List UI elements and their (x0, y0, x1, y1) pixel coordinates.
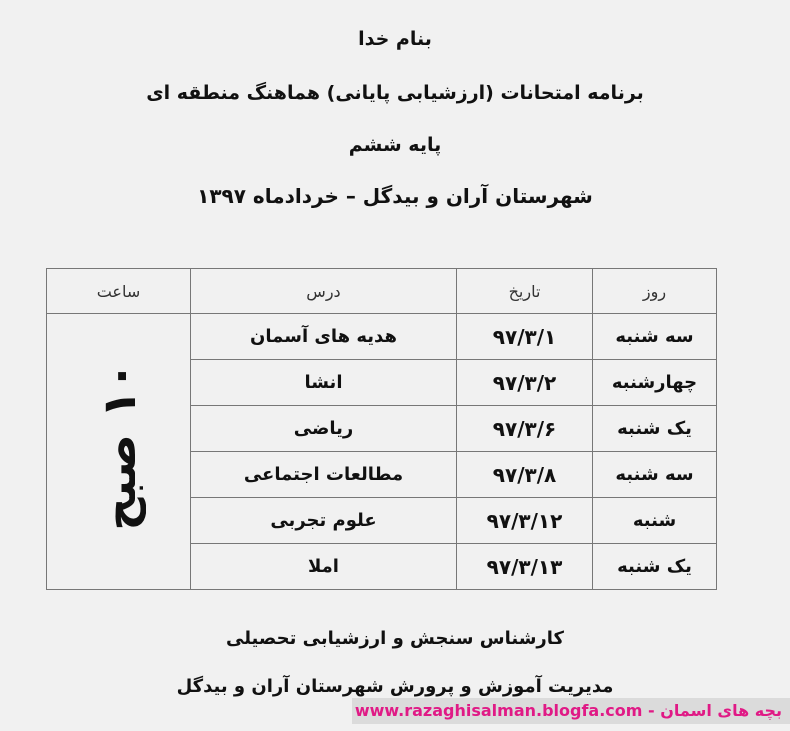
subject-cell: هدیه های آسمان (191, 314, 457, 360)
subject-cell: املا (191, 544, 457, 590)
watermark: www.razaghisalman.blogfa.com - بچه های اسمان (352, 698, 790, 724)
header-line-2: برنامه امتحانات (ارزشیابی پایانی) هماهنگ منطقه ای (146, 82, 644, 104)
subject-cell: ریاضی (191, 406, 457, 452)
column-header-subject: درس (191, 269, 457, 314)
day-cell: یک شنبه (593, 406, 717, 452)
column-header-day: روز (593, 269, 717, 314)
date-cell: ۹۷/۳/۱۲ (457, 498, 593, 544)
day-cell: شنبه (593, 498, 717, 544)
header-line-3: پایه ششم (348, 134, 442, 156)
subject-cell: مطالعات اجتماعی (191, 452, 457, 498)
header-line-1: بنام خدا (358, 28, 432, 50)
date-cell: ۹۷/۳/۱ (457, 314, 593, 360)
day-cell: سه شنبه (593, 452, 717, 498)
footer-line-1: کارشناس سنجش و ارزشیابی تحصیلی (225, 628, 564, 649)
column-header-time: ساعت (47, 269, 191, 314)
column-header-date: تاریخ (457, 269, 593, 314)
date-cell: ۹۷/۳/۸ (457, 452, 593, 498)
subject-cell: انشا (191, 360, 457, 406)
day-cell: چهارشنبه (593, 360, 717, 406)
day-cell: سه شنبه (593, 314, 717, 360)
table-row (47, 314, 717, 360)
header-line-4: شهرستان آران و بیدگل – خردادماه ۱۳۹۷ (197, 184, 593, 208)
date-cell: ۹۷/۳/۶ (457, 406, 593, 452)
date-cell: ۹۷/۳/۲ (457, 360, 593, 406)
exam-schedule-table (46, 268, 717, 590)
time-value: ۱۰ صبح (91, 361, 146, 531)
date-cell: ۹۷/۳/۱۳ (457, 544, 593, 590)
footer-line-2: مدیریت آموزش و پرورش شهرستان آران و بیدگل (176, 676, 614, 697)
day-cell: یک شنبه (593, 544, 717, 590)
table-header-row (47, 269, 717, 314)
subject-cell: علوم تجربی (191, 498, 457, 544)
time-cell (47, 314, 191, 590)
